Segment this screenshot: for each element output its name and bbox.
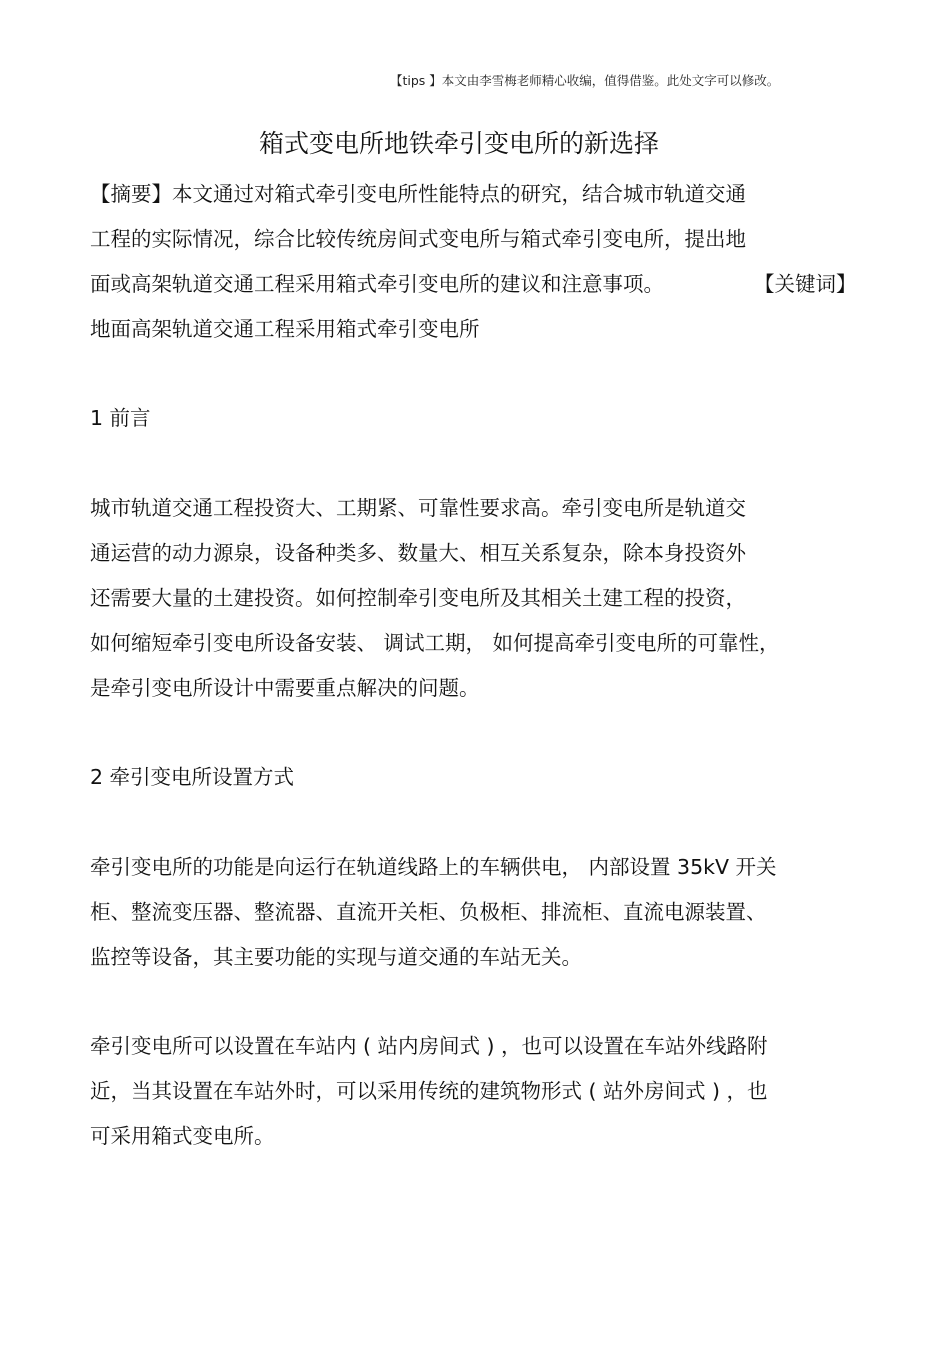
section-1-para-line: 城市轨道交通工程投资大、工期紧、可靠性要求高。牵引变电所是轨道交 (90, 496, 746, 520)
section-2-para-2-line: 可采用箱式变电所。 (90, 1124, 275, 1148)
section-2-para-2-line: 牵引变电所可以设置在车站内 ( 站内房间式 ) ，也可以设置在车站外线路附 (90, 1034, 768, 1058)
section-2-heading: 2 牵引变电所设置方式 (90, 765, 295, 789)
abstract-line-3: 面或高架轨道交通工程采用箱式牵引变电所的建议和注意事项。 (90, 272, 664, 296)
section-2-para-1-line: 牵引变电所的功能是向运行在轨道线路上的车辆供电， 内部设置 35kV 开关 (90, 855, 777, 879)
document-title: 箱式变电所地铁牵引变电所的新选择 (258, 129, 659, 158)
section-1-para-line: 是牵引变电所设计中需要重点解决的问题。 (90, 676, 480, 700)
keywords-text: 地面高架轨道交通工程采用箱式牵引变电所 (90, 317, 480, 341)
section-1-para-line: 通运营的动力源泉，设备种类多、数量大、相互关系复杂，除本身投资外 (90, 541, 746, 565)
keywords-label: 【关键词】 (754, 272, 857, 296)
section-1-heading: 1 前言 (90, 406, 151, 430)
section-1-para-line: 还需要大量的土建投资。如何控制牵引变电所及其相关土建工程的投资， (90, 586, 746, 610)
section-1-para-line: 如何缩短牵引变电所设备安装、 调试工期， 如何提高牵引变电所的可靠性， (90, 631, 780, 655)
tips-note: 【tips 】本文由李雪梅老师精心收编，值得借鉴。此处文字可以修改。 (390, 73, 780, 88)
section-2-para-2-line: 近，当其设置在车站外时，可以采用传统的建筑物形式 ( 站外房间式 ) ，也 (90, 1079, 768, 1103)
section-2-para-1-line: 柜、整流变压器、整流器、直流开关柜、负极柜、排流柜、直流电源装置、 (90, 900, 767, 924)
section-2-para-1-line: 监控等设备，其主要功能的实现与道交通的车站无关。 (90, 945, 582, 969)
abstract-line-1: 【摘要】本文通过对箱式牵引变电所性能特点的研究，结合城市轨道交通 (90, 182, 746, 206)
abstract-line-2: 工程的实际情况，综合比较传统房间式变电所与箱式牵引变电所，提出地 (90, 227, 746, 251)
